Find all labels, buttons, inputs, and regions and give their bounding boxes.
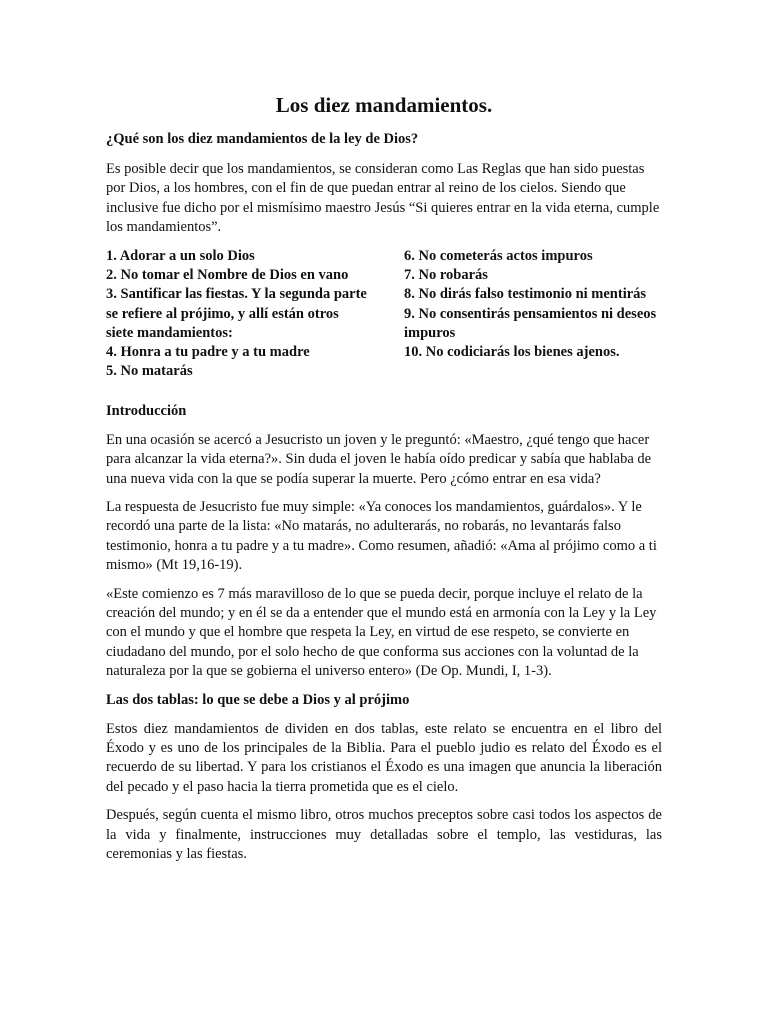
commandments-column-left: [106, 247, 368, 382]
commandments-list: [106, 247, 662, 382]
body-paragraph: La respuesta de Jesucristo fue muy simple: «Ya conoces los mandamientos, guárdalos». Y le recordó una parte de la lista: «No matarás, no adulterarás, no robarás, no levantarás falso testimonio, honra a tu padre y a tu madre». Como resumen, añadió: «Ama al prójimo como a ti mismo» (Mt 19,16-19).: [106, 498, 657, 574]
commandment-item: 5. No matarás: [106, 363, 193, 380]
commandment-item: 8. No dirás falso testimonio ni mentirás: [404, 286, 647, 303]
commandment-item: 1. Adorar a un solo Dios: [106, 247, 255, 264]
section-heading-introduccion: Introducción: [106, 402, 187, 419]
intro-paragraph: Es posible decir que los mandamientos, se consideran como Las Reglas que han sido puestas por Dios, a los hombres, con el fin de que puedan entrar al reino de los cielos. Siendo que inclusive fue dicho por el mismísimo maestro Jesús “Si quieres entrar en la vida eterna, cumple los mandamientos”.: [106, 161, 660, 236]
commandment-item: 7. No robarás: [404, 266, 488, 283]
question-heading: ¿Qué son los diez mandamientos de la ley de Dios?: [106, 131, 419, 147]
commandment-item: 2. No tomar el Nombre de Dios en vano: [106, 266, 349, 283]
commandment-item: 10. No codiciarás los bienes ajenos.: [404, 344, 620, 361]
body-paragraph: Estos diez mandamientos de dividen en dos tablas, este relato se encuentra en el libro del Éxodo y es uno de los principales de la Biblia. Para el pueblo judio es relato del Éxodo es el recuerdo de su libertad. Y para los cristianos el Éxodo es una imagen que anuncia la liberación del pecado y el paso hacia la tierra prometida que es el cielo.: [106, 720, 662, 795]
commandment-item: 6. No cometerás actos impuros: [404, 247, 593, 264]
section-heading-dos-tablas: Las dos tablas: lo que se debe a Dios y al prójimo: [106, 691, 410, 708]
document-page: [106, 92, 662, 873]
body-paragraph: Después, según cuenta el mismo libro, otros muchos preceptos sobre casi todos los aspectos de la vida y finalmente, instrucciones muy detalladas sobre el templo, las vestiduras, las ceremonias y las fiestas.: [106, 807, 662, 863]
commandment-item: 4. Honra a tu padre y a tu madre: [106, 344, 310, 361]
commandment-item: 9. No consentirás pensamientos ni deseos impuros: [404, 305, 657, 341]
body-paragraph: En una ocasión se acercó a Jesucristo un joven y le preguntó: «Maestro, ¿qué tengo que hacer para alcanzar la vida eterna?». Sin duda el joven le había oído predicar y sabía que hablaba de una nueva vida con la que se podía superar la muerte. Pero ¿cómo entrar en esa vida?: [106, 431, 652, 487]
body-paragraph: «Este comienzo es 7 más maravilloso de lo que se pueda decir, porque incluye el relato de la creación del mundo; y en él se da a entender que el mundo está en armonía con la Ley y la Ley con el mundo y que el hombre que respeta la Ley, en virtud de ese respeto, se convierte en ciudadano del mundo, por el solo hecho de que conforma sus acciones con la voluntad de la naturaleza por la que se gobierna el universo entero» (De Op. Mundi, I, 1-3).: [106, 585, 657, 680]
commandment-item: 3. Santificar las fiestas. Y la segunda parte se refiere al prójimo, y allí están otros siete mandamientos:: [106, 286, 367, 341]
commandments-column-right: [404, 247, 662, 382]
document-title: Los diez mandamientos.: [275, 93, 493, 117]
